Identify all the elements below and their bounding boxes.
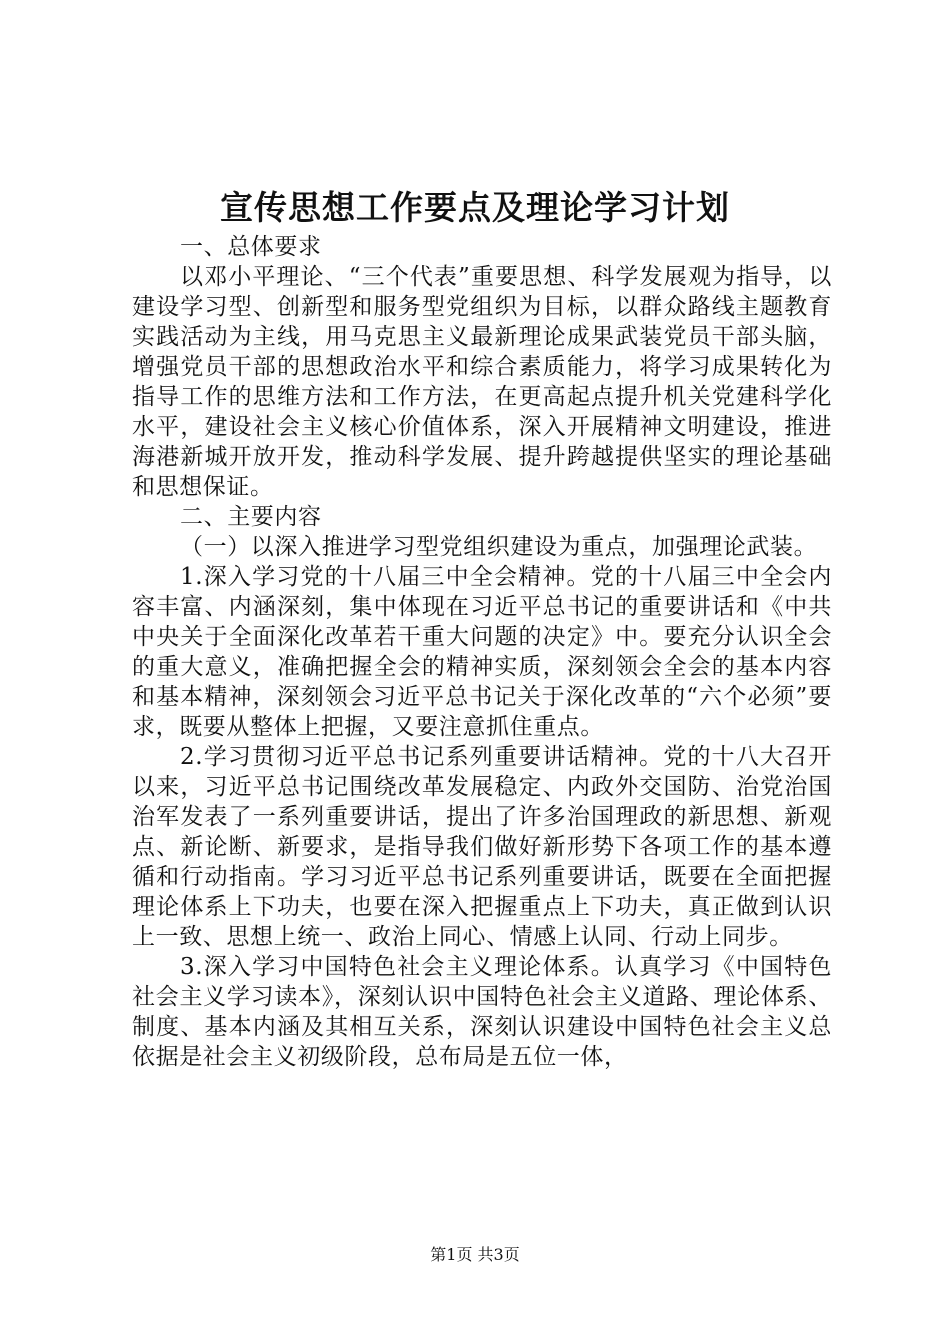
paragraph-general-requirements: 以邓小平理论、“三个代表”重要思想、科学发展观为指导，以建设学习型、创新型和服务型党组织为目标，以群众路线主题教育实践活动为主线，用马克思主义最新理论成果武装党员干部头脑，增强党员干部的思想政治水平和综合素质能力，将学习成果转化为指导工作的思维方法和工作方法，在更高起点提升机关党建科学化水平，建设社会主义核心价值体系，深入开展精神文明建设，推进海港新城开放开发，推动科学发展、提升跨越提供坚实的理论基础和思想保证。 — [132, 264, 832, 500]
section-heading-main-content: 二、主要内容 — [180, 504, 322, 530]
paragraph-item-3: 3.深入学习中国特色社会主义理论体系。认真学习《中国特色社会主义学习读本》，深刻认识中国特色社会主义道路、理论体系、制度、基本内涵及其相互关系，深刻认识建设中国特色社会主义总依据是社会主义初级阶段，总布局是五位一体， — [132, 954, 832, 1070]
document-body — [132, 232, 832, 1072]
paragraph-item-1: 1.深入学习党的十八届三中全会精神。党的十八届三中全会内容丰富、内涵深刻，集中体现在习近平总书记的重要讲话和《中共中央关于全面深化改革若干重大问题的决定》中。要充分认识全会的重大意义，准确把握全会的精神实质，深刻领会全会的基本内容和基本精神，深刻领会习近平总书记关于深化改革的“六个必须”要求，既要从整体上把握，又要注意抓住重点。 — [132, 564, 832, 740]
page-footer: 第1页 共3页 — [430, 1245, 520, 1264]
section-heading-general-requirements: 一、总体要求 — [180, 234, 322, 260]
document-title: 宣传思想工作要点及理论学习计划 — [220, 188, 730, 227]
paragraph-item-2: 2.学习贯彻习近平总书记系列重要讲话精神。党的十八大召开以来，习近平总书记围绕改革发展稳定、内政外交国防、治党治国治军发表了一系列重要讲话，提出了许多治国理政的新思想、新观点、新论断、新要求，是指导我们做好新形势下各项工作的基本遵循和行动指南。学习习近平总书记系列重要讲话，既要在全面把握理论体系上下功夫，也要在深入把握重点上下功夫，真正做到认识上一致、思想上统一、政治上同心、情感上认同、行动上同步。 — [132, 744, 832, 950]
paragraph-subsection-one: （一）以深入推进学习型党组织建设为重点，加强理论武装。 — [180, 534, 818, 560]
